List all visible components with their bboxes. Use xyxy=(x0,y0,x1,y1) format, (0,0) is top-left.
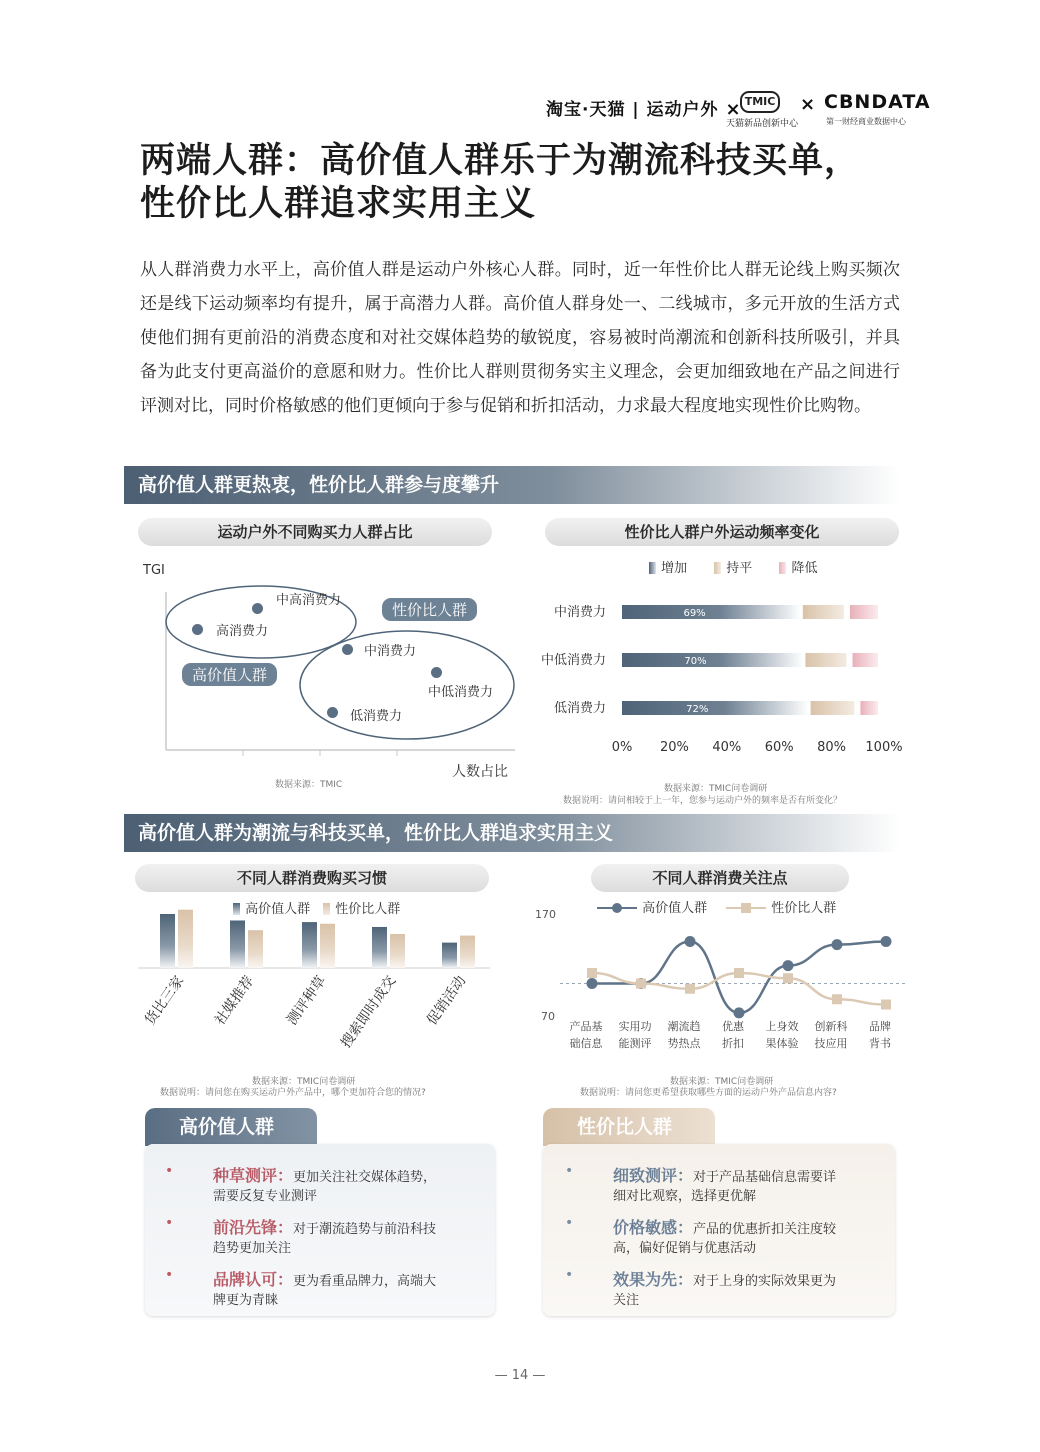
grouped-bar-chart xyxy=(138,900,498,1070)
taobao-tmall-logo: 淘宝·天猫 | 运动户外 × xyxy=(546,99,742,120)
line-point-高价值人群 xyxy=(881,936,892,947)
section1-title: 高价值人群更热衷，性价比人群参与度攀升 xyxy=(124,466,900,504)
tmic-logo-subtitle: 天猫新品创新中心 xyxy=(726,119,799,129)
line-category-label: 优惠 xyxy=(722,1020,744,1033)
line-point-性价比人群 xyxy=(587,968,597,978)
grouped-bar-高价值人群 xyxy=(442,943,457,968)
bar-category-label: 中低消费力 xyxy=(540,653,606,668)
bar-segment-增加 xyxy=(622,701,809,715)
scatter-point-label: 中消费力 xyxy=(364,644,417,659)
line-point-高价值人群 xyxy=(685,936,696,947)
focus-source: 数据来源：TMIC问卷调研 xyxy=(670,1077,774,1087)
grouped-bar-性价比人群 xyxy=(460,936,475,968)
legend-label: 增加 xyxy=(661,561,688,576)
bar-x-tick-label: 80% xyxy=(817,740,847,755)
cbndata-logo-subtitle: 第一财经商业数据中心 xyxy=(826,117,906,126)
scatter-xlabel: 人数占比 xyxy=(452,764,508,780)
bar-category-label: 中消费力 xyxy=(553,605,606,620)
line-category-label: 背书 xyxy=(869,1037,891,1050)
grouped-bar-category-label: 社媒推荐 xyxy=(212,973,258,1029)
bar-segment-增加 xyxy=(622,605,801,619)
line-category-label: 产品基 xyxy=(569,1020,603,1033)
line-chart xyxy=(560,910,910,1060)
high-value-card-tab: 高价值人群 xyxy=(145,1108,317,1146)
intro-paragraph: 从人群消费力水平上，高价值人群是运动户外核心人群。同时，近一年性价比人群无论线上购买频次还是线下运动频率均有提升，属于高潜力人群。高价值人群身处一、二线城市，多元开放的生活方式使他们拥有更前沿的消费态度和对社交媒体趋势的敏锐度，容易被时尚潮流和创新科技所吸引，并具备为此支付更高溢价的意愿和财力。性价比人群则贯彻务实主义理念，会更加细致地在产品之间进行评测对比，同时价格敏感的他们更倾向于参与促销和折扣活动，力求最大程度地实现性价比购物。 xyxy=(140,260,900,416)
line-point-高价值人群 xyxy=(734,1007,745,1018)
scatter-point xyxy=(327,707,338,718)
scatter-point xyxy=(252,603,263,614)
grouped-bar-category-label: 搜索即时成交 xyxy=(337,973,400,1052)
scatter-point-label: 中高消费力 xyxy=(276,593,342,608)
value-card-tab: 性价比人群 xyxy=(543,1108,715,1146)
bar-legend xyxy=(649,557,818,576)
bar-segment-持平 xyxy=(811,701,855,715)
stacked-bar-chart xyxy=(530,585,910,765)
legend-label: 高价值人群 xyxy=(245,902,311,917)
focus-note: 数据说明：请问您更希望获取哪些方面的运动户外产品信息内容? xyxy=(580,1088,837,1098)
grouped-bar-高价值人群 xyxy=(302,922,317,968)
scatter-ylabel: TGI xyxy=(143,563,165,578)
line-category-label: 础信息 xyxy=(569,1037,603,1050)
line-category-label: 创新科 xyxy=(814,1020,848,1033)
focus-chart-title: 不同人群消费关注点 xyxy=(591,864,849,892)
line-point-性价比人群 xyxy=(685,984,695,994)
value-cluster-label: 性价比人群 xyxy=(382,598,477,621)
line-category-label: 能测评 xyxy=(618,1037,652,1050)
line-point-高价值人群 xyxy=(832,939,843,950)
grouped-bar-性价比人群 xyxy=(320,924,335,968)
scatter-point xyxy=(431,667,442,678)
bar-segment-降低 xyxy=(853,653,878,667)
bar-segment-降低 xyxy=(860,701,878,715)
line-category-label: 势热点 xyxy=(667,1037,701,1050)
high-value-cluster-label: 高价值人群 xyxy=(182,663,277,686)
legend-label: 性价比人群 xyxy=(335,902,401,917)
line-category-label: 实用功 xyxy=(618,1020,652,1033)
line-point-性价比人群 xyxy=(783,973,793,983)
scatter-point-label: 低消费力 xyxy=(350,709,403,724)
tmic-logo: TMIC xyxy=(740,91,780,113)
scatter-point xyxy=(342,644,353,655)
scatter-source: 数据来源：TMIC xyxy=(275,780,343,790)
line-category-label: 品牌 xyxy=(869,1020,891,1033)
grouped-bar-性价比人群 xyxy=(178,910,193,968)
line-category-label: 果体验 xyxy=(765,1037,799,1050)
bar-note: 数据说明：请问相较于上一年，您参与运动户外的频率是否有所变化？ xyxy=(563,796,843,806)
section2-title: 高价值人群为潮流与科技买单，性价比人群追求实用主义 xyxy=(124,814,900,852)
cross-icon: × xyxy=(800,94,816,115)
grouped-bar-性价比人群 xyxy=(390,934,405,968)
habit-chart-title: 不同人群消费购买习惯 xyxy=(135,864,489,892)
bar-x-tick-label: 100% xyxy=(865,740,903,755)
bar-x-tick-label: 40% xyxy=(712,740,742,755)
grouped-bar-category-label: 货比三家 xyxy=(142,973,188,1029)
line-category-label: 上身效 xyxy=(765,1020,799,1033)
grouped-bar-性价比人群 xyxy=(248,930,263,968)
bar-segment-持平 xyxy=(805,653,846,667)
cbndata-logo: CBNDATA xyxy=(824,91,931,113)
bar-data-label: 72% xyxy=(686,704,709,715)
bar-chart-title: 性价比人群户外运动频率变化 xyxy=(545,518,899,546)
grouped-bar-高价值人群 xyxy=(160,914,175,968)
bar-data-label: 69% xyxy=(683,608,706,619)
legend-label: 降低 xyxy=(791,561,818,576)
legend-swatch xyxy=(779,562,786,574)
scatter-point-label: 高消费力 xyxy=(216,624,269,639)
grouped-bar-高价值人群 xyxy=(230,920,245,968)
focus-ymin: 70 xyxy=(541,1010,555,1023)
line-point-性价比人群 xyxy=(881,1000,891,1010)
bar-segment-降低 xyxy=(850,605,878,619)
bar-data-label: 70% xyxy=(684,656,707,667)
bar-segment-增加 xyxy=(622,653,803,667)
habit-note: 数据说明：请问您在购买运动户外产品中，哪个更加符合您的情况? xyxy=(160,1088,426,1098)
scatter-chart-title: 运动户外不同购买力人群占比 xyxy=(138,518,492,546)
page-title: 两端人群：高价值人群乐于为潮流科技买单， 性价比人群追求实用主义 xyxy=(140,141,861,224)
grouped-bar-高价值人群 xyxy=(372,927,387,968)
line-point-高价值人群 xyxy=(587,978,598,989)
line-point-性价比人群 xyxy=(636,979,646,989)
legend-swatch xyxy=(649,562,656,574)
grouped-bar-category-label: 促销活动 xyxy=(424,973,470,1029)
bar-source: 数据来源：TMIC问卷调研 xyxy=(664,784,768,794)
grouped-bar-category-label: 测评种草 xyxy=(284,973,330,1029)
page-number: — 14 — xyxy=(494,1368,546,1383)
legend-label: 高价值人群 xyxy=(642,901,708,916)
line-category-label: 技应用 xyxy=(814,1037,848,1050)
bar-x-tick-label: 0% xyxy=(611,740,633,755)
scatter-point-label: 中低消费力 xyxy=(428,685,494,700)
focus-ymax: 170 xyxy=(535,908,556,921)
bar-x-tick-label: 20% xyxy=(659,740,689,755)
line-category-label: 潮流趋 xyxy=(667,1020,701,1033)
bar-category-label: 低消费力 xyxy=(553,701,606,716)
line-category-label: 折扣 xyxy=(722,1037,744,1050)
legend-swatch xyxy=(714,562,721,574)
line-point-高价值人群 xyxy=(783,960,794,971)
scatter-point xyxy=(192,624,203,635)
line-point-性价比人群 xyxy=(734,968,744,978)
habit-source: 数据来源：TMIC问卷调研 xyxy=(252,1077,356,1087)
legend-label: 性价比人群 xyxy=(771,901,837,916)
line-point-性价比人群 xyxy=(832,994,842,1004)
bar-segment-持平 xyxy=(803,605,844,619)
bar-x-tick-label: 60% xyxy=(764,740,794,755)
legend-label: 持平 xyxy=(726,561,753,576)
